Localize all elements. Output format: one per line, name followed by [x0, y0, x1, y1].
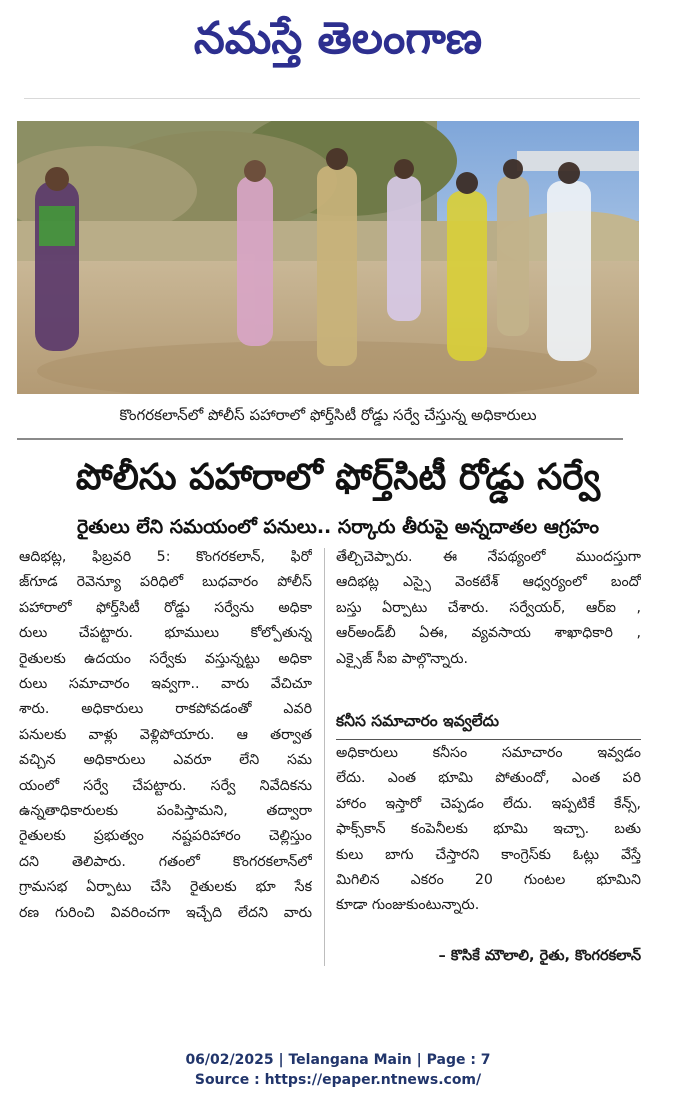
article-left-column [19, 545, 312, 970]
text-line: కులు బాగు చేస్తారని కాంగ్రెస్‌కు ఓట్లు వేస్తే [336, 846, 641, 863]
masthead-divider [24, 98, 640, 99]
text-line: గ్రామసభ ఏర్పాటు చేసి రైతులకు భూ సేక [19, 879, 312, 896]
text-line: మిగిలిన ఎకరం 20 గుంటల భూమిని [336, 872, 641, 889]
edition-info: 06/02/2025 | Telangana Main | Page : 7 [185, 1052, 491, 1068]
column-divider [324, 548, 325, 966]
text-line: పహారాలో ఫోర్త్‌సిటీ రోడ్డు సర్వేను అధికా [19, 599, 312, 616]
news-photo [17, 121, 639, 394]
caption-divider [17, 438, 623, 440]
article-headline: పోలీసు పహారాలో ఫోర్త్‌సిటీ రోడ్డు సర్వే [75, 457, 601, 498]
text-line: బస్తు ఏర్పాటు చేశారు. సర్వేయర్, ఆర్ఐ , [336, 599, 641, 616]
text-line: రైతులకు ప్రభుత్వం నష్టపరిహారం చెల్లిస్తుం [19, 828, 312, 845]
text-line: రణ గురించి వివరించగా ఇచ్చేది లేదని వారు [19, 904, 312, 921]
text-line: పనులకు వాళ్లు వెళ్లిపోయారు. ఆ తర్వాత [19, 726, 312, 743]
text-line: రులు చేపట్టారు. భూములు కోల్పోతున్న [19, 625, 312, 642]
text-line: హారం ఇస్తారో చెప్పడం లేదు. ఇప్పటికే కేన్స్, [336, 795, 641, 812]
text-line: అధికారులు కనీసం సమాచారం ఇవ్వడం [336, 745, 641, 761]
text-line: లేదు. ఎంత భూమి పోతుందో, ఎంత పరి [336, 770, 641, 787]
text-line: యంలో సర్వే చేపట్టారు. సర్వే నివేదికను [19, 777, 312, 794]
sidebar-quote-body [336, 741, 641, 941]
text-line: ఆర్‌అండ్‌బీ ఏఈ, వ్యవసాయ శాఖాధికారి , [336, 625, 641, 642]
sidebar-quote-heading: కనీస సమాచారం ఇవ్వలేదు [336, 712, 499, 730]
text-line: రులు సమాచారం ఇవ్వగా.. వారు వేచిచూ [19, 676, 312, 693]
text-line: ఉన్నతాధికారులకు పంపిస్తామని, తద్వారా [19, 803, 312, 820]
text-line: ఎక్సైజ్ సీఐ పాల్గొన్నారు. [336, 650, 469, 667]
page-footer [0, 1050, 676, 1090]
text-line: ఆదిభట్ల ఎస్సై వెంకటేశ్ ఆధ్వర్యంలో బందో [336, 574, 641, 591]
text-line: జ్‌గూడ రెవెన్యూ పరిధిలో బుధవారం పోలీస్ [19, 574, 312, 591]
text-line: దని తెలిపారు. గతంలో కొంగరకలాన్‌లో [19, 853, 312, 870]
text-line: రైతులకు ఉదయం సర్వేకు వస్తున్నట్టు అధికా [19, 650, 312, 667]
photo-caption: కొంగరకలాన్‌లో పోలీస్ పహారాలో ఫోర్త్‌సిటీ రోడ్డు సర్వే చేస్తున్న అధికారులు [119, 406, 537, 424]
newspaper-masthead: నమస్తే తెలంగాణ [193, 13, 483, 64]
article-right-column [336, 545, 641, 672]
text-line: ఫాక్స్‌కాన్ కంపెనీలకు భూమి ఇచ్చా. బతు [336, 821, 641, 838]
source-link[interactable]: Source : https://epaper.ntnews.com/ [194, 1072, 482, 1088]
text-line: ఆదిభట్ల, ఫిబ్రవరి 5: కొంగరకలాన్, ఫిరో [19, 549, 312, 565]
text-line: శారు. అధికారులు రాకపోవడంతో ఎవరి [19, 701, 312, 718]
sidebar-quote-divider [336, 739, 641, 740]
text-line: వచ్చిన అధికారులు ఎవరూ లేని సమ [19, 752, 312, 769]
article-subheadline: రైతులు లేని సమయంలో పనులు.. సర్కారు తీరుపై అన్నదాతల ఆగ్రహం [76, 516, 599, 538]
text-line: తేల్చిచెప్పారు. ఈ నేపథ్యంలో ముందస్తుగా [336, 549, 641, 565]
text-line: కూడా గుంజుకుంటున్నారు. [336, 897, 480, 914]
quote-byline: – కొసికే మౌలాలి, రైతు, కొంగరకలాన్ [438, 948, 641, 964]
